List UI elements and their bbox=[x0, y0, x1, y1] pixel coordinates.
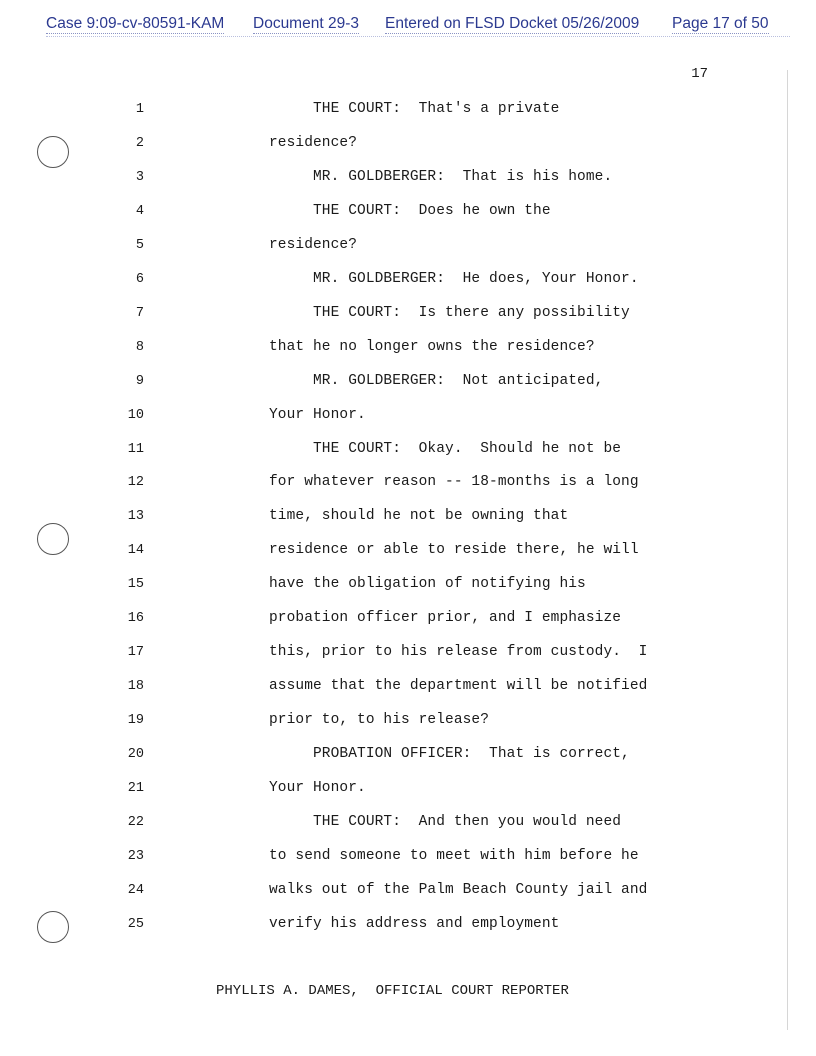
line-number: 2 bbox=[135, 136, 144, 151]
transcript-line: MR. GOLDBERGER: Not anticipated, bbox=[269, 373, 604, 389]
transcript-line: time, should he not be owning that bbox=[269, 508, 569, 524]
line-number: 16 bbox=[127, 611, 144, 626]
line-number: 12 bbox=[127, 475, 144, 490]
margin-rule bbox=[787, 70, 788, 1030]
line-number: 3 bbox=[135, 170, 144, 185]
transcript-line: Your Honor. bbox=[269, 780, 366, 796]
transcript-line: THE COURT: Okay. Should he not be bbox=[269, 441, 622, 457]
line-number: 9 bbox=[135, 374, 144, 389]
line-number: 6 bbox=[135, 272, 144, 287]
transcript-page-number: 17 bbox=[691, 66, 708, 82]
line-number: 21 bbox=[127, 781, 144, 796]
line-number: 22 bbox=[127, 815, 144, 830]
punch-hole bbox=[37, 911, 69, 943]
line-number: 25 bbox=[127, 917, 144, 932]
transcript-line: prior to, to his release? bbox=[269, 712, 490, 728]
transcript-line: THE COURT: Is there any possibility bbox=[269, 305, 630, 321]
header-divider bbox=[46, 36, 790, 37]
line-number: 17 bbox=[127, 645, 144, 660]
transcript-line: residence or able to reside there, he will bbox=[269, 542, 639, 558]
transcript-line: Your Honor. bbox=[269, 407, 366, 423]
transcript-line: MR. GOLDBERGER: That is his home. bbox=[269, 169, 613, 185]
line-number: 19 bbox=[127, 713, 144, 728]
line-number: 20 bbox=[127, 747, 144, 762]
line-number: 10 bbox=[127, 408, 144, 423]
transcript-line: for whatever reason -- 18-months is a long bbox=[269, 474, 639, 490]
court-reporter-footer: PHYLLIS A. DAMES, OFFICIAL COURT REPORTER bbox=[216, 983, 569, 999]
document-number: Document 29-3 bbox=[253, 15, 359, 32]
transcript-line: PROBATION OFFICER: That is correct, bbox=[269, 746, 630, 762]
transcript-line: verify his address and employment bbox=[269, 916, 560, 932]
line-number: 7 bbox=[135, 306, 144, 321]
transcript-line: residence? bbox=[269, 135, 358, 151]
line-number: 13 bbox=[127, 509, 144, 524]
docket-entry-date: Entered on FLSD Docket 05/26/2009 bbox=[385, 15, 640, 32]
transcript-line: probation officer prior, and I emphasize bbox=[269, 610, 622, 626]
transcript-line: walks out of the Palm Beach County jail and bbox=[269, 882, 648, 898]
transcript-line: THE COURT: And then you would need bbox=[269, 814, 622, 830]
page-indicator: Page 17 of 50 bbox=[672, 15, 769, 32]
line-number: 8 bbox=[135, 340, 144, 355]
transcript-line: have the obligation of notifying his bbox=[269, 576, 586, 592]
line-number: 1 bbox=[135, 102, 144, 117]
line-number: 14 bbox=[127, 543, 144, 558]
transcript-line: that he no longer owns the residence? bbox=[269, 339, 595, 355]
line-number: 5 bbox=[135, 238, 144, 253]
line-number: 18 bbox=[127, 679, 144, 694]
transcript-line: THE COURT: Does he own the bbox=[269, 203, 551, 219]
line-number: 11 bbox=[127, 442, 144, 457]
line-number: 23 bbox=[127, 849, 144, 864]
punch-hole bbox=[37, 523, 69, 555]
case-number: Case 9:09-cv-80591-KAM bbox=[46, 15, 225, 32]
transcript-line: this, prior to his release from custody. I bbox=[269, 644, 648, 660]
transcript-line: MR. GOLDBERGER: He does, Your Honor. bbox=[269, 271, 639, 287]
transcript-line: assume that the department will be notified bbox=[269, 678, 648, 694]
transcript-line: residence? bbox=[269, 237, 358, 253]
line-number: 4 bbox=[135, 204, 144, 219]
line-number: 15 bbox=[127, 577, 144, 592]
transcript-line: to send someone to meet with him before he bbox=[269, 848, 639, 864]
punch-hole bbox=[37, 136, 69, 168]
line-number: 24 bbox=[127, 883, 144, 898]
transcript-line: THE COURT: That's a private bbox=[269, 101, 560, 117]
